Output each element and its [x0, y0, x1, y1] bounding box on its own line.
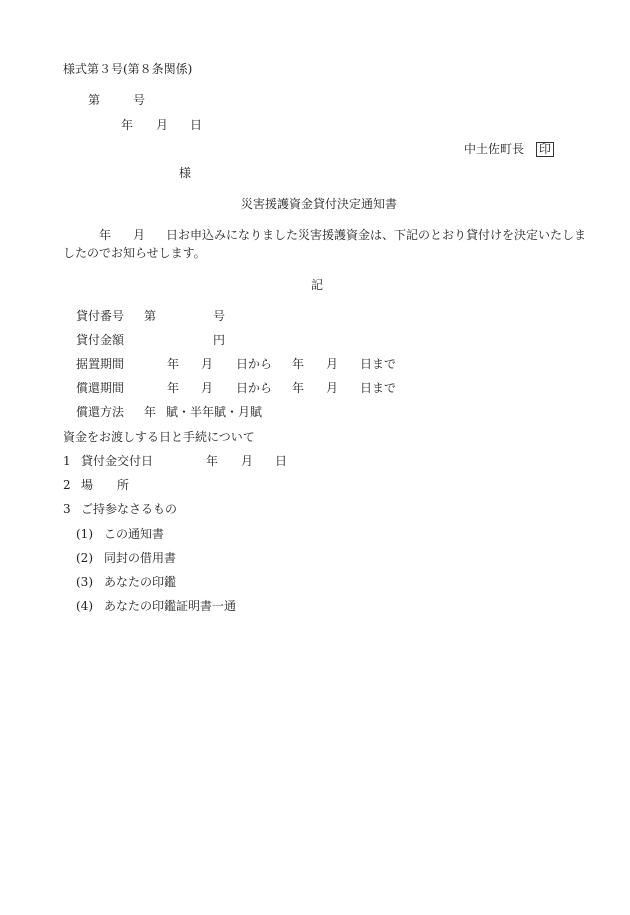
delivery-date-month: 月 [241, 454, 254, 468]
intro-year: 年 [99, 228, 112, 242]
delivery-date-year: 年 [206, 454, 219, 468]
deferment-to-year: 年 [292, 357, 305, 371]
item-number-3: 3 [63, 502, 71, 516]
bring-item-number-2: (2) [76, 551, 93, 565]
issuer-name: 中土佐町長 [464, 142, 525, 156]
doc-number-prefix: 第 [88, 93, 101, 107]
repayment-from-day: 日から [236, 381, 273, 395]
repayment-from-month: 月 [201, 381, 214, 395]
intro-line1: 日お申込みになりました災害援護資金は、下記のとおり貸付けを決定いたしま [166, 228, 587, 242]
repayment-to-month: 月 [326, 381, 339, 395]
loan-number-suffix: 号 [213, 309, 226, 323]
document-title: 災害援護資金貸付決定通知書 [241, 197, 398, 211]
deferment-from-month: 月 [201, 357, 214, 371]
date-month: 月 [156, 118, 169, 132]
deferment-to-day: 日まで [360, 357, 397, 371]
loan-number-label: 貸付番号 [76, 309, 125, 323]
bring-item-number-3: (3) [76, 575, 93, 589]
repayment-method-label: 償還方法 [76, 405, 125, 419]
deferment-to-month: 月 [326, 357, 339, 371]
repayment-label: 償還期間 [76, 381, 125, 395]
repayment-from-year: 年 [167, 381, 180, 395]
bring-item-label-2: 同封の借用書 [104, 551, 177, 565]
bring-item-label-4: あなたの印鑑証明書一通 [104, 599, 237, 613]
bring-item-label-3: あなたの印鑑 [104, 575, 177, 589]
loan-amount-unit: 円 [213, 333, 226, 347]
doc-number-suffix: 号 [133, 93, 146, 107]
repayment-method-options: 賦・半年賦・月賦 [166, 405, 263, 419]
deferment-from-year: 年 [167, 357, 180, 371]
intro-line2: したのでお知らせします。 [63, 246, 206, 260]
bring-item-number-1: (1) [76, 527, 93, 541]
item-number-2: 2 [63, 478, 71, 492]
loan-amount-label: 貸付金額 [76, 333, 125, 347]
loan-number-prefix: 第 [144, 309, 157, 323]
ki-mark: 記 [311, 278, 324, 292]
bring-item-label-1: この通知書 [104, 527, 165, 541]
bring-item-number-4: (4) [76, 599, 93, 613]
intro-month: 月 [133, 228, 146, 242]
item-label-1: 貸付金交付日 [81, 454, 154, 468]
date-year: 年 [121, 118, 134, 132]
deferment-label: 据置期間 [76, 357, 125, 371]
repayment-method-year: 年 [144, 405, 157, 419]
item-label-3: ご持参なさるもの [81, 502, 178, 516]
form-number: 様式第３号(第８条関係) [63, 62, 193, 76]
delivery-date-day: 日 [275, 454, 288, 468]
date-day: 日 [190, 118, 203, 132]
seal-mark: 印 [536, 142, 554, 157]
item-label-2: 場 所 [81, 478, 130, 492]
issuer [464, 141, 554, 157]
repayment-to-day: 日まで [360, 381, 397, 395]
procedure-heading: 資金をお渡しする日と手続について [63, 430, 255, 444]
deferment-from-day: 日から [236, 357, 273, 371]
item-number-1: 1 [63, 454, 71, 468]
addressee-suffix: 様 [179, 166, 192, 180]
repayment-to-year: 年 [292, 381, 305, 395]
